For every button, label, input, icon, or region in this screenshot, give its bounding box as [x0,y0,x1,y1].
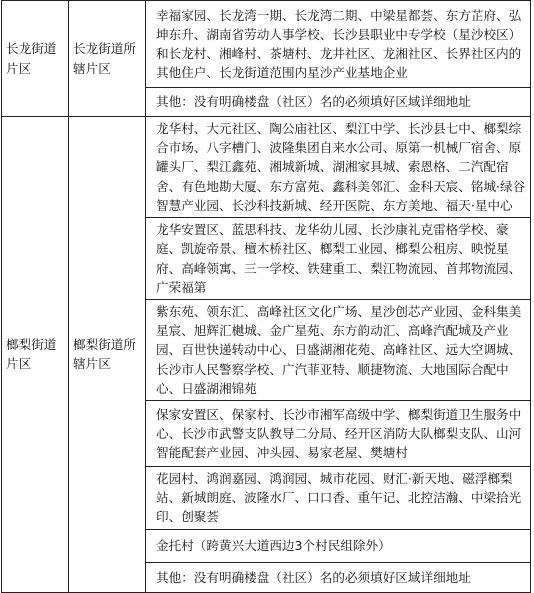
delivery-region-table [1,0,531,593]
area-detail-cell: 龙华村、大元社区、陶公庙社区、梨江中学、长沙县七中、榔梨综合市场、八字槽门、波隆集团自来水公司、原第一机械厂宿舍、原罐头厂、梨江鑫苑、湘城新城、湖湘家具城、索恩格、二汽配宿舍、有色地勘大厦、东方富苑、鑫科美邻汇、金科天宸、铭城·绿谷智慧产业园、长沙科技新城、经开医院、东方美地、福天·星中心 [146,117,531,218]
district-cell-langli [2,117,69,593]
area-label: 榔梨街道所辖片区 [73,337,136,372]
area-label: 长龙街道所辖片区 [73,41,136,76]
area-cell-langli [69,117,146,593]
district-cell-changlong [2,1,69,117]
table-row [2,1,531,88]
area-detail-cell: 花园村、鸿润嘉园、鸿润园、城市花园、财汇·新天地、磁浮榔梨站、新城朗庭、波隆水厂、口口香、重午记、北控洁瀚、中梁拾光印、创聚荟 [146,467,531,530]
area-detail-cell: 龙华安置区、蓝思科技、龙华幼儿园、长沙康礼克雷格学校、豪庭、凯旋帝景、檀木桥社区、榔梨工业园、榔梨公租房、映悦星府、高峰领寓、三一学校、铁建重工、梨江物流园、首邦物流园、广荣福第 [146,218,531,300]
table-row [2,117,531,218]
area-cell-changlong [69,1,146,117]
area-detail-cell: 幸福家园、长龙湾一期、长龙湾二期、中梁星都荟、东方芷府、弘坤东升、湖南省劳动人事学校、长沙县职业中专学校（星沙校区）和长龙村、湘峰村、茶塘村、龙井社区、龙湘社区、长界社区内的其他住户、长龙街道范围内星沙产业基地企业 [146,1,531,88]
area-other-note-cell: 其他：没有明确楼盘（社区）名的必须填好区域详细地址 [146,88,531,117]
area-other-note-cell: 其他：没有明确楼盘（社区）名的必须填好区域详细地址 [146,562,531,592]
area-detail-cell: 保家安置区、保家村、长沙市湘军高级中学、榔梨街道卫生服务中心、长沙市武警支队教导二分局、经开区消防大队榔梨支队、山河智能配套产业园、冲头园、易家老屋、樊塘村 [146,401,531,467]
district-label: 榔梨街道片区 [6,337,57,372]
area-detail-cell: 金托村（跨黄兴大道西边3个村民组除外） [146,529,531,562]
area-detail-cell: 紫东苑、领东汇、高峰社区文化广场、星沙创芯产业园、金科集美星宸、旭辉汇樾城、金广星苑、东方韵动汇、高峰汽配城及产业园、百世快递转动中心、日盛湖湘花苑、高峰社区、远大空调城、长沙市人民警察学校、广汽菲亚特、顺捷物流、大地国际合配中心、日盛湖湘锦苑 [146,300,531,401]
district-label: 长龙街道片区 [6,41,57,76]
